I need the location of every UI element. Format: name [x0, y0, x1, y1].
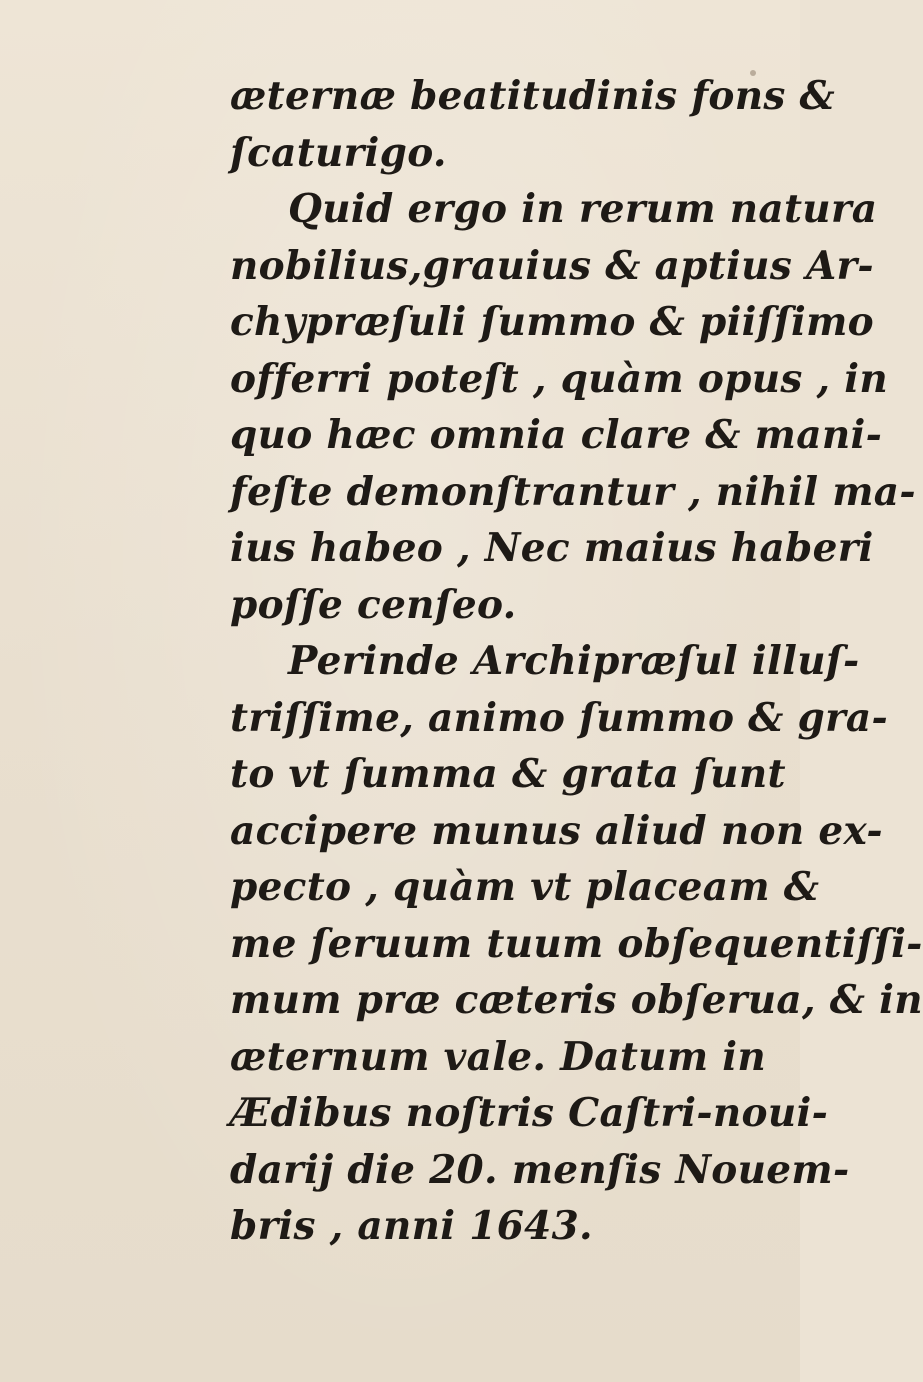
text-line-16: me ſeruum tuum obſequentiſſi- [230, 920, 923, 967]
text-line-7: quo hæc omnia clare & mani- [230, 412, 883, 458]
text-line-1: æternæ beatitudinis fons & [230, 73, 836, 119]
text-line-21: bris , anni 1643. [230, 1203, 593, 1249]
text-line-18: æternum vale. Datum in [230, 1033, 767, 1080]
text-line-13: to vt ſumma & grata ſunt [230, 751, 786, 797]
text-line-17: mum præ cæteris obſerua, & in [230, 977, 923, 1023]
text-line-8: feſte demonſtrantur , nihil ma- [230, 468, 916, 515]
text-line-12: triſſime, animo ſummo & gra- [230, 694, 888, 741]
text-line-2: ſcaturigo. [230, 129, 447, 176]
text-line-15: pecto , quàm vt placeam & [230, 864, 820, 910]
text-line-3: Quid ergo in rerum natura [288, 186, 878, 232]
text-line-20: darij die 20. menſis Nouem- [230, 1146, 850, 1193]
text-line-19: Ædibus noſtris Caſtri-noui- [230, 1090, 829, 1136]
latin-text-block [230, 68, 923, 1255]
text-line-11: Perinde Archipræſul illuſ- [288, 638, 860, 684]
text-line-14: accipere munus aliud non ex- [230, 807, 883, 854]
text-line-4: nobilius,grauius & aptius Ar- [230, 242, 874, 289]
text-line-10: poſſe cenſeo. [230, 581, 517, 628]
text-line-6: offerri poteſt , quàm opus , in [230, 355, 889, 402]
text-line-5: chypræſuli ſummo & piiſſimo [230, 299, 874, 345]
text-line-9: ius habeo , Nec maius haberi [230, 525, 874, 571]
